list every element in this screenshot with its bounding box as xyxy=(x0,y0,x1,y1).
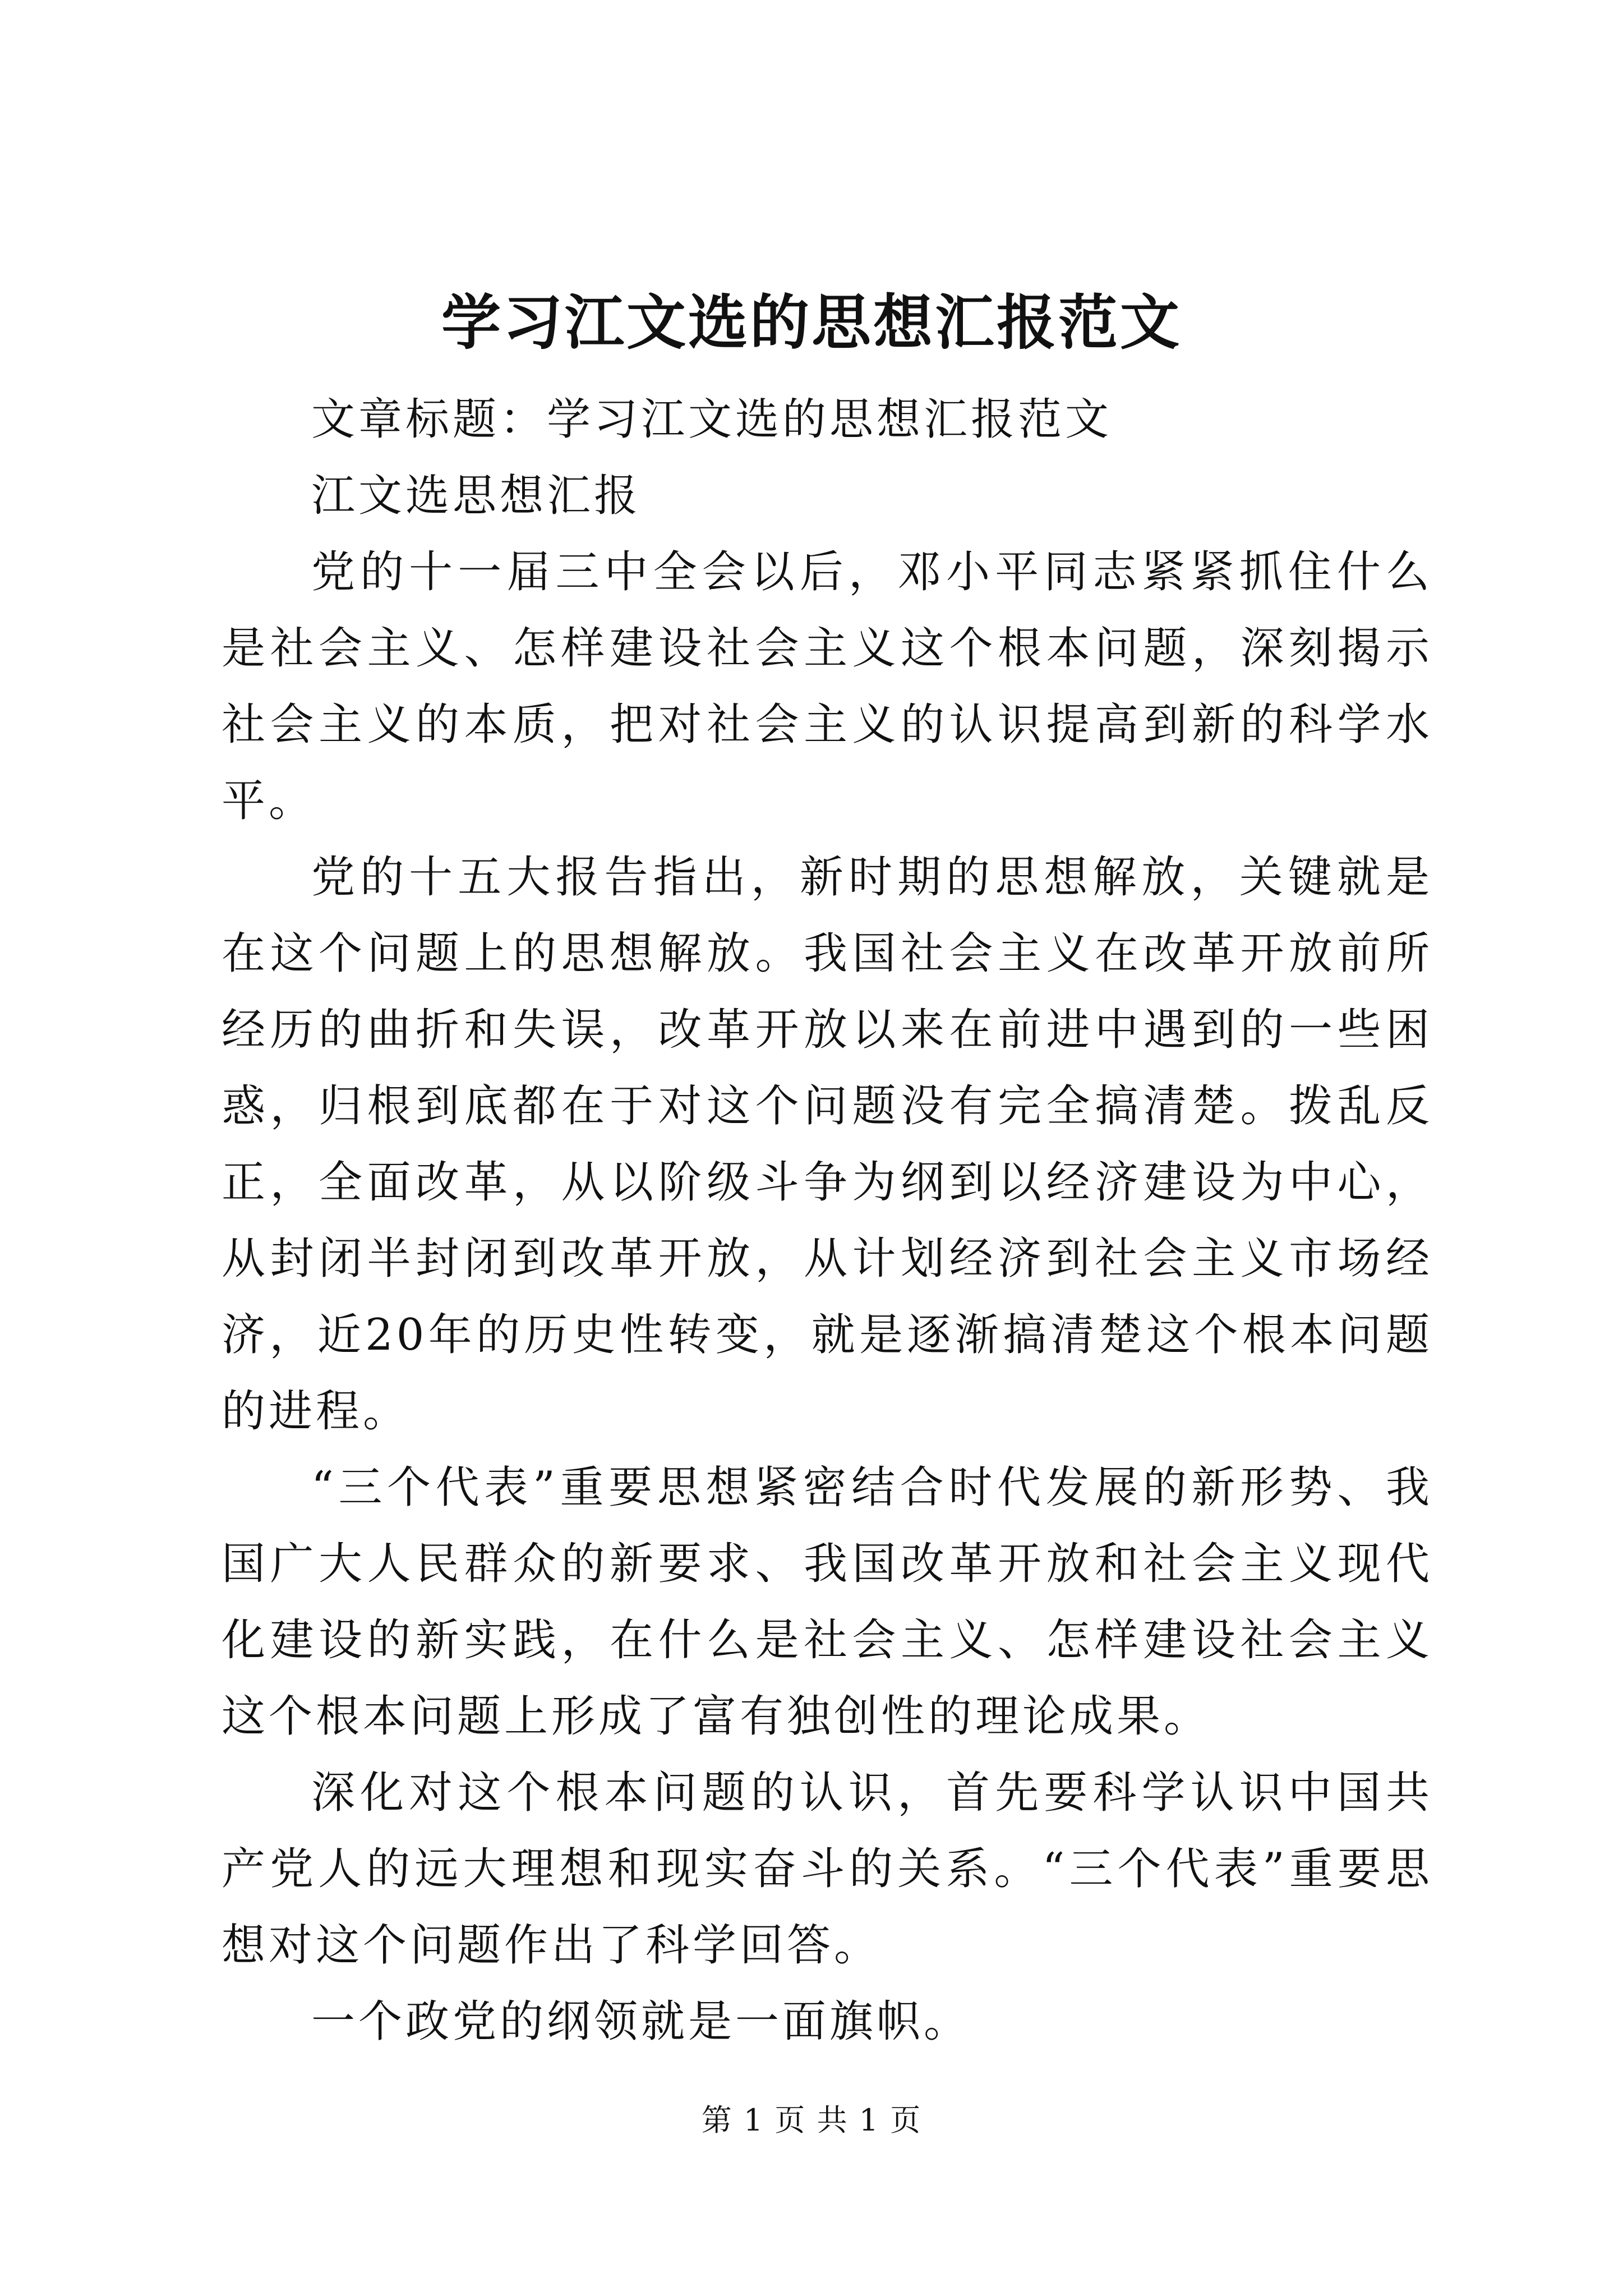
paragraph-subtitle: 江文选思想汇报 xyxy=(311,471,642,521)
paragraph: 一个政党的纲领就是一面旗帜。 xyxy=(311,1996,971,2047)
paragraph-article-title: 文章标题：学习江文选的思想汇报范文 xyxy=(311,394,1113,445)
document-body xyxy=(222,381,1433,2060)
paragraph: 党的十一届三中全会以后，邓小平同志紧紧抓住什么是社会主义、怎样建设社会主义这个根本问题，深刻揭示社会主义的本质，把对社会主义的认识提高到新的科学水平。 xyxy=(222,547,1433,826)
page-footer: 第 1 页 共 1 页 xyxy=(701,2102,922,2138)
document-title: 学习江文选的思想汇报范文 xyxy=(441,287,1182,357)
paragraph: 党的十五大报告指出，新时期的思想解放，关键就是在这个问题上的思想解放。我国社会主义在改革开放前所经历的曲折和失误，改革开放以来在前进中遇到的一些困惑，归根到底都在于对这个问题没有完全搞清楚。拨乱反正，全面改革，从以阶级斗争为纲到以经济建设为中心，从封闭半封闭到改革开放，从计划经济到社会主义市场经济，近20年的历史性转变，就是逐渐搞清楚这个根本问题的进程。 xyxy=(222,852,1433,1437)
paragraph: “三个代表”重要思想紧密结合时代发展的新形势、我国广大人民群众的新要求、我国改革开放和社会主义现代化建设的新实践，在什么是社会主义、怎样建设社会主义这个根本问题上形成了富有独创性的理论成果。 xyxy=(222,1462,1433,1742)
paragraph: 深化对这个根本问题的认识，首先要科学认识中国共产党人的远大理想和现实奋斗的关系。“三个代表”重要思想对这个问题作出了科学回答。 xyxy=(222,1768,1433,1971)
